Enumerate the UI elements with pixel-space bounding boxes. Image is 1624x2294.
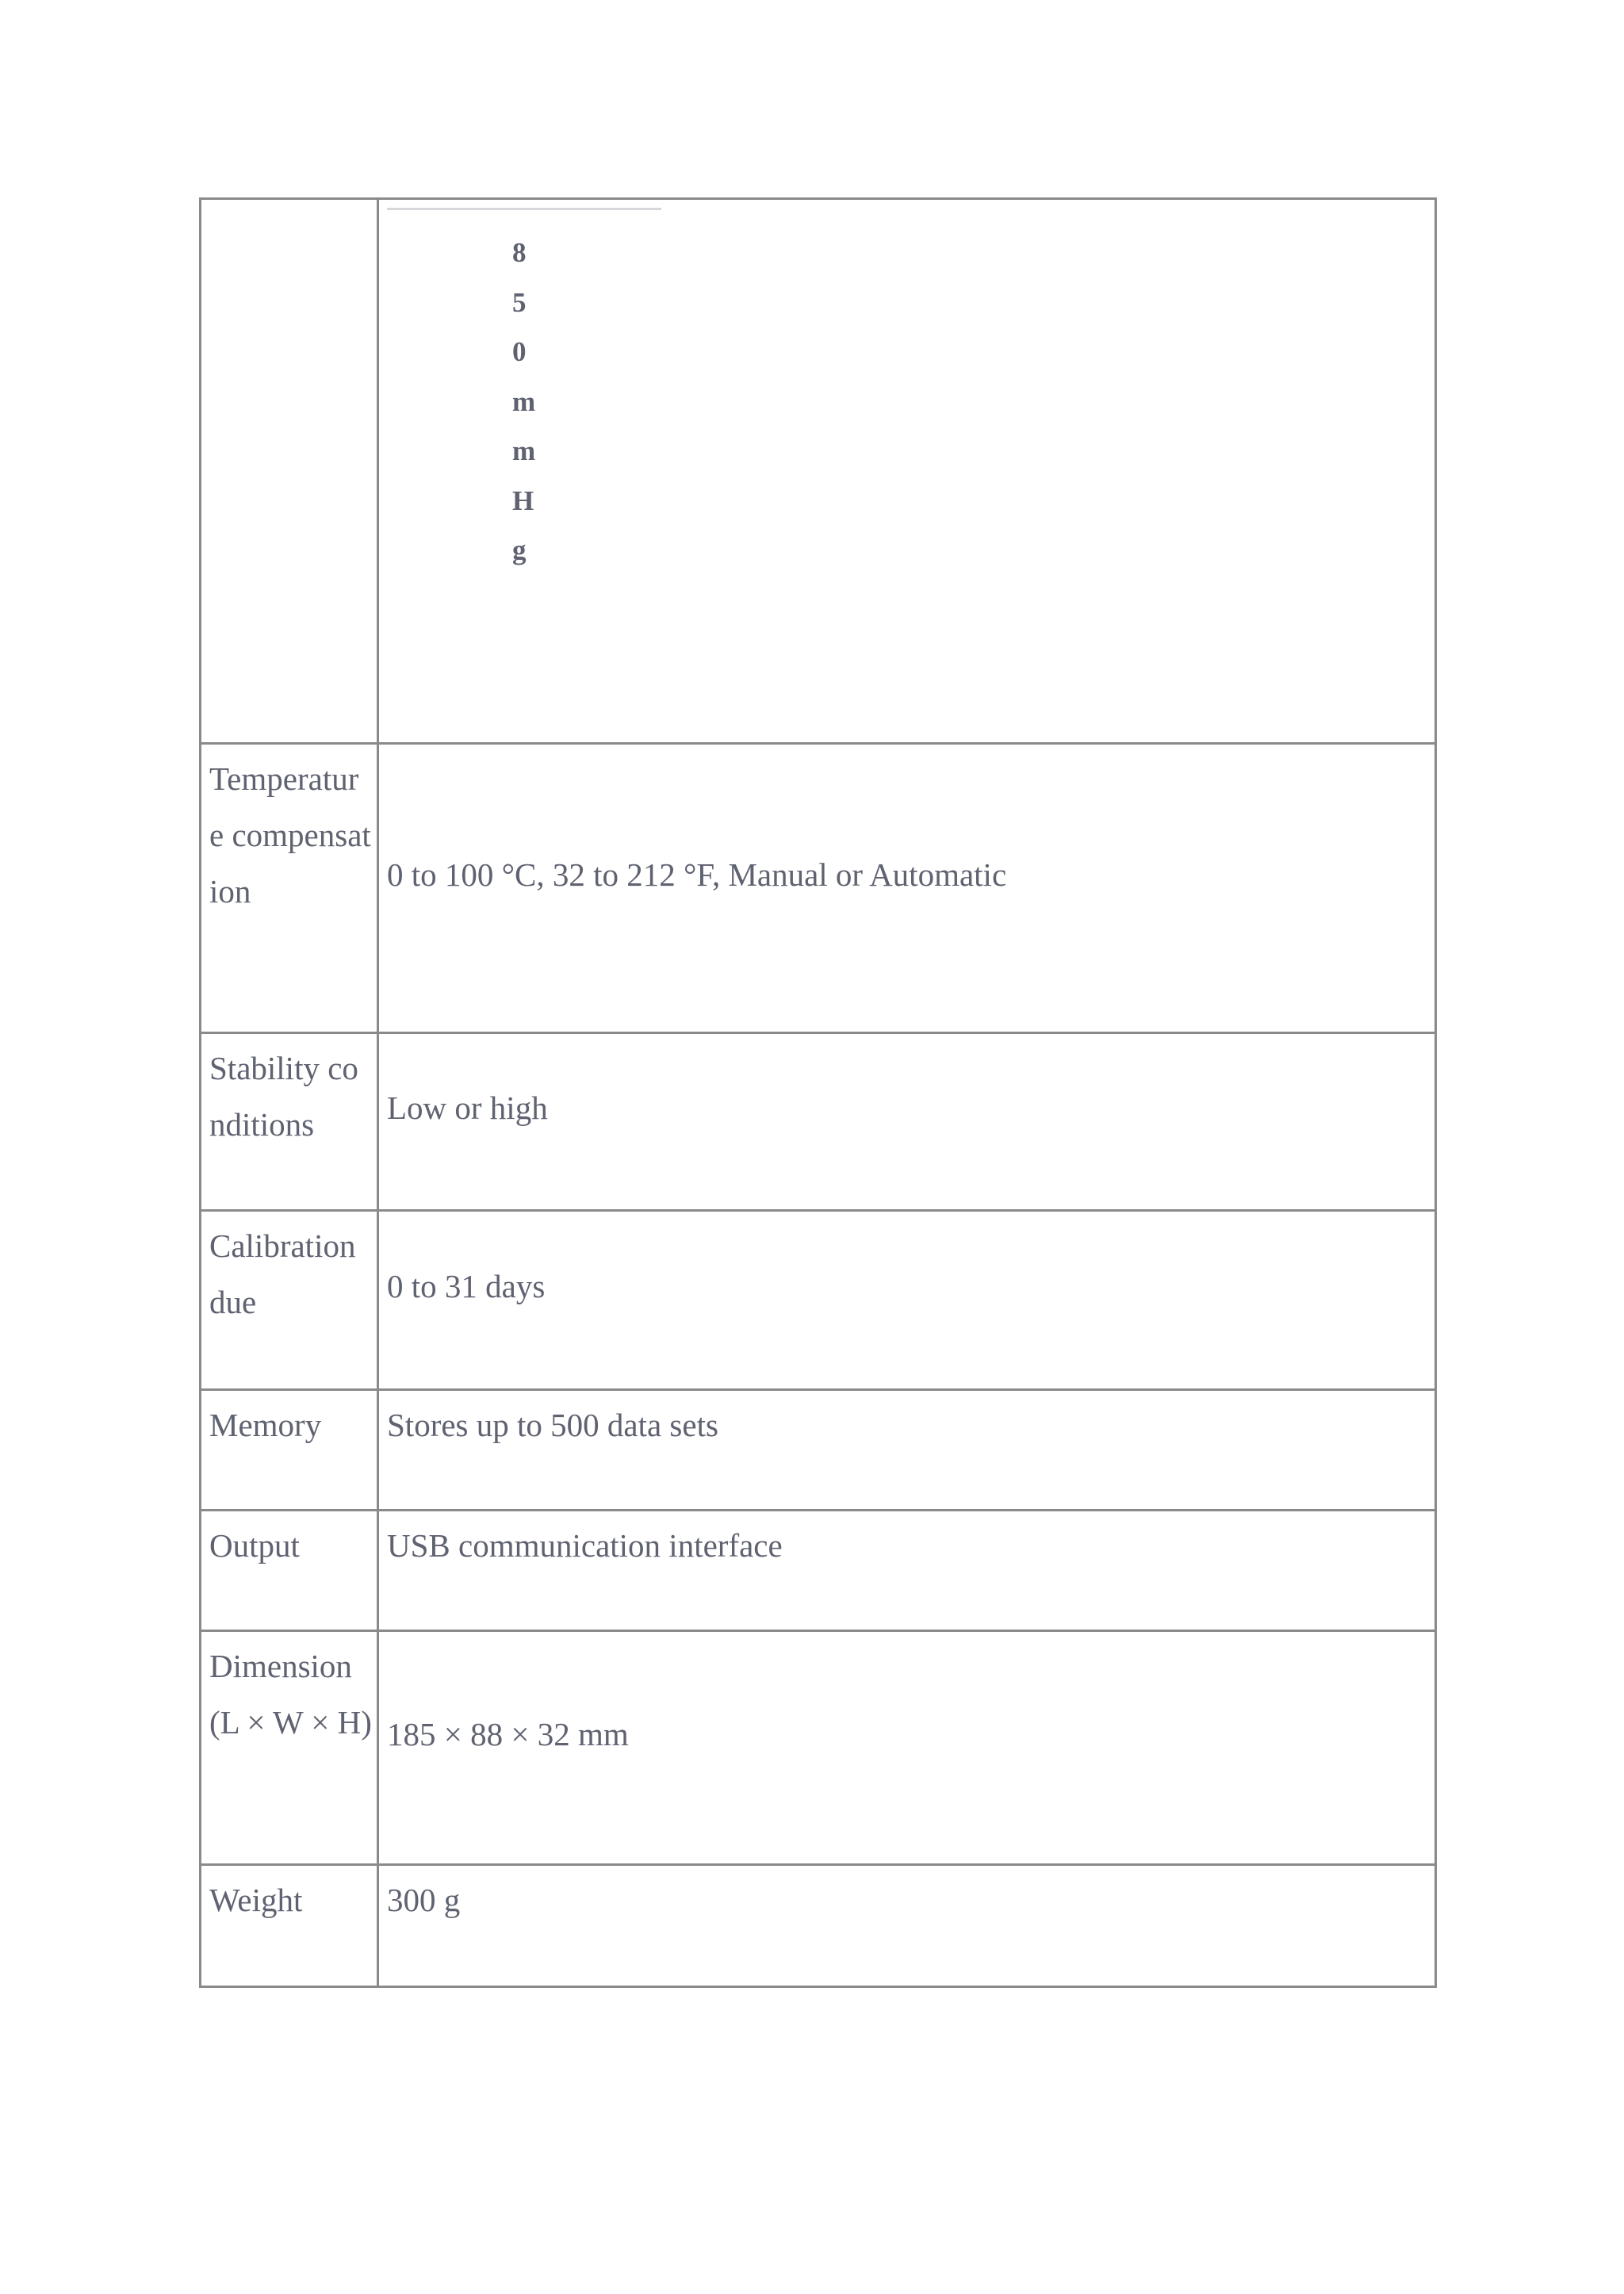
row-label: Memory [209, 1407, 322, 1443]
row-value: 300 g [387, 1882, 461, 1918]
row-label: Output [209, 1527, 300, 1564]
table-row [201, 199, 1436, 744]
row-value: 0 to 100 °C, 32 to 212 °F, Manual or Automatic [387, 856, 1007, 893]
divider [387, 208, 661, 210]
row-label-cell [201, 1511, 378, 1631]
row-label-cell [201, 1033, 378, 1211]
row-value: 0 to 31 days [387, 1268, 546, 1304]
vertical-char: 8 [512, 237, 527, 268]
row-value: 185 × 88 × 32 mm [387, 1715, 629, 1752]
row-label [209, 200, 372, 206]
vertical-char: m [512, 435, 536, 466]
table-row [201, 1631, 1436, 1865]
row-value-cell [378, 1033, 1436, 1211]
table-row [201, 1390, 1436, 1511]
row-label-cell [201, 1865, 378, 1987]
row-value-cell [378, 1865, 1436, 1987]
vertical-char: H [512, 484, 534, 516]
table-row [201, 1033, 1436, 1211]
row-value: USB communication interface [387, 1527, 783, 1564]
table-row [201, 1511, 1436, 1631]
vertical-char: g [512, 534, 527, 565]
row-value-cell [378, 199, 1436, 744]
row-label-cell [201, 1390, 378, 1511]
row-label: Calibration due [209, 1227, 356, 1320]
row-value-cell [378, 744, 1436, 1033]
specifications-table [199, 197, 1437, 1988]
row-value: Low or high [387, 1090, 548, 1126]
row-label: Temperature compensation [209, 760, 371, 910]
row-value-cell [378, 1211, 1436, 1390]
row-label: Dimension (L × W × H) [209, 1648, 372, 1741]
row-value-cell [378, 1390, 1436, 1511]
vertical-pressure-value [512, 228, 544, 576]
row-value-cell [378, 1511, 1436, 1631]
row-label-cell [201, 744, 378, 1033]
table-row [201, 1211, 1436, 1390]
row-label-cell [201, 1631, 378, 1865]
row-value: Stores up to 500 data sets [387, 1407, 718, 1443]
row-label: Weight [209, 1882, 303, 1918]
vertical-char: 5 [512, 286, 527, 318]
row-value-cell [378, 1631, 1436, 1865]
table-row [201, 1865, 1436, 1987]
row-label-cell [201, 1211, 378, 1390]
row-label: Stability conditions [209, 1050, 358, 1143]
row-label-cell [201, 199, 378, 744]
vertical-char: 0 [512, 336, 527, 367]
table-row [201, 744, 1436, 1033]
vertical-char: m [512, 385, 536, 417]
